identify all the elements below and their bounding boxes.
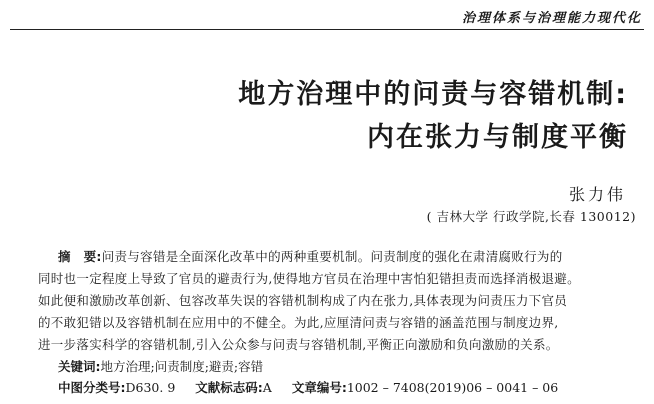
running-header <box>0 0 654 32</box>
doc-code-value: A <box>262 380 272 395</box>
abstract-line: 同时也一定程度上导致了官员的避责行为,使得地方官员在治理中害怕犯错担责而选择消极退避。 <box>38 271 580 286</box>
abstract-line: 进一步落实科学的容错机制,引入公众参与问责与容错机制,平衡正向激励和负向激励的关系。 <box>38 337 559 352</box>
article-title-line-1: 地方治理中的问责与容错机制: <box>238 79 628 110</box>
clc-value: D630. 9 <box>125 380 176 395</box>
abstract-line: 如此便和激励改革创新、包容改革失误的容错机制构成了内在张力,具体表现为问责压力下官员 <box>38 293 568 308</box>
abstract <box>38 246 628 356</box>
clc-label: 中图分类号: <box>58 380 126 395</box>
journal-section-title: 治理体系与治理能力现代化 <box>461 11 642 26</box>
keywords <box>58 357 263 377</box>
keywords-text: 地方治理;问责制度;避责;容错 <box>100 359 264 374</box>
article-title-line-2: 内在张力与制度平衡 <box>367 122 628 153</box>
author-affiliation: ( 吉林大学 行政学院,长春 130012) <box>426 209 636 224</box>
article-no-value: 1002 – 7408(2019)06 – 0041 – 06 <box>346 380 559 395</box>
classification-info <box>58 378 558 398</box>
abstract-line: 的不敢犯错以及容错机制在应用中的不健全。为此,应厘清问责与容错的涵盖范围与制度边界, <box>38 315 559 330</box>
abstract-label: 摘 要: <box>58 249 102 264</box>
abstract-text: 问责与容错是全面深化改革中的两种重要机制。问责制度的强化在肃清腐败行为的 <box>101 249 563 264</box>
abstract-line <box>38 246 628 268</box>
keywords-label: 关键词: <box>58 359 101 374</box>
article-no-label: 文章编号: <box>291 380 347 395</box>
header-rule <box>10 29 644 30</box>
author-name: 张力伟 <box>568 185 626 204</box>
doc-code-label: 文献标志码: <box>195 380 263 395</box>
